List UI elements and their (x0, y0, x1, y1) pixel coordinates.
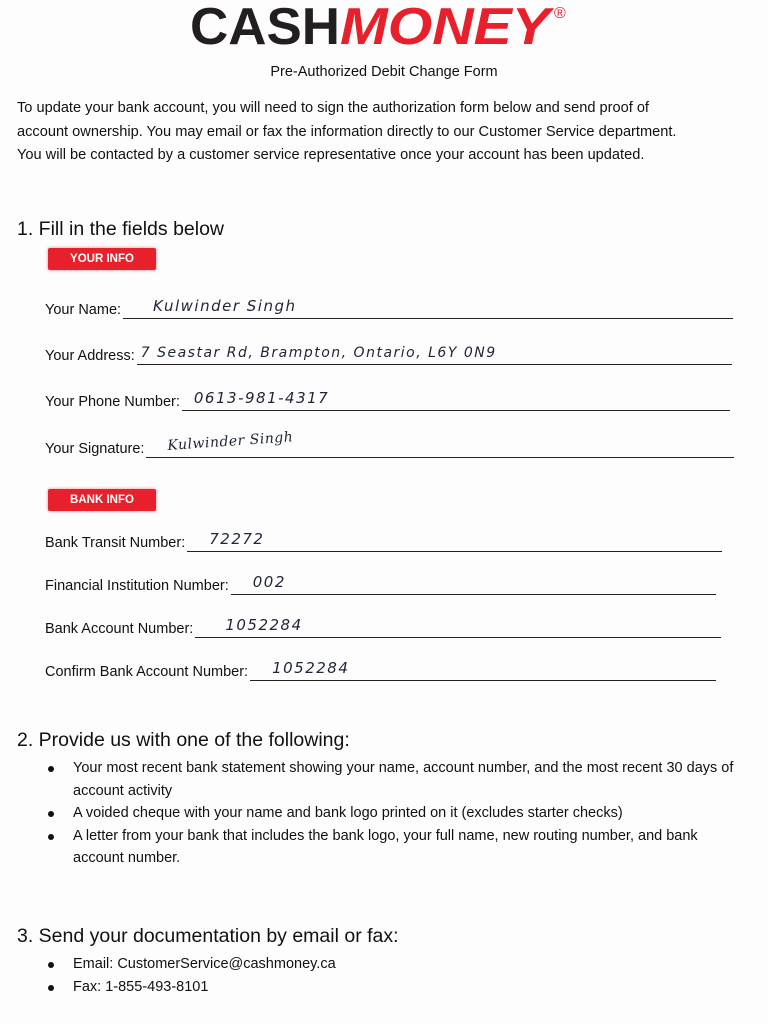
your-phone-label: Your Phone Number: (45, 394, 180, 410)
list-item: A letter from your bank that includes the bank logo, your full name, new routing number, and bank account number. (45, 825, 745, 870)
bank-account-value: 1052284 (225, 616, 303, 634)
confirm-account-row (45, 658, 716, 681)
bullet-icon (48, 962, 54, 968)
bank-account-label: Bank Account Number: (45, 621, 194, 637)
bullet-icon (48, 834, 54, 840)
email-text: Email: CustomerService@cashmoney.ca (73, 956, 336, 972)
bank-info-badge: BANK INFO (48, 489, 156, 511)
your-phone-row (45, 388, 730, 411)
your-phone-field[interactable] (182, 388, 730, 411)
section-2-heading: 2. Provide us with one of the following: (17, 729, 350, 751)
confirm-account-field[interactable] (250, 658, 716, 681)
your-address-value: 7 Seastar Rd, Brampton, Ontario, L6Y 0N9 (140, 345, 497, 361)
your-name-field[interactable] (123, 296, 733, 319)
bullet-icon (48, 985, 54, 991)
confirm-account-value: 1052284 (272, 659, 350, 677)
list-item: Your most recent bank statement showing your name, account number, and the most recent 30 days of account activity (45, 757, 745, 802)
confirm-account-label: Confirm Bank Account Number: (45, 664, 249, 680)
cashmoney-logo-graphic (190, 0, 575, 50)
financial-institution-value: 002 (252, 573, 286, 591)
section-3-heading: 3. Send your documentation by email or fax: (17, 925, 399, 947)
your-name-row (45, 296, 733, 319)
fax-text: Fax: 1-855-493-8101 (73, 978, 209, 995)
your-name-label: Your Name: (45, 302, 122, 318)
section-1-heading: 1. Fill in the fields below (17, 218, 225, 240)
bank-account-row (45, 615, 721, 638)
your-signature-field[interactable] (146, 429, 734, 458)
your-signature-value: Kulwinder Singh (167, 429, 295, 454)
bank-account-field[interactable] (195, 615, 721, 638)
bank-transit-field[interactable] (187, 529, 722, 552)
your-name-value: Kulwinder Singh (153, 297, 297, 315)
form-title: Pre-Authorized Debit Change Form (270, 64, 498, 80)
your-address-field[interactable] (137, 342, 732, 365)
cashmoney-logo (190, 0, 575, 48)
section-2-list (45, 757, 745, 870)
intro-line: You will be contacted by a customer service representative once your account has been updated. (17, 147, 645, 163)
your-signature-label: Your Signature: (45, 441, 145, 457)
your-address-row (45, 342, 732, 365)
bank-transit-value: 72272 (209, 530, 265, 548)
bullet-icon (48, 811, 54, 817)
intro-paragraph (17, 97, 752, 168)
your-info-badge: YOUR INFO (48, 248, 156, 270)
your-signature-row (45, 429, 734, 458)
registered-mark: ® (554, 5, 566, 22)
list-item (45, 976, 745, 999)
bullet-icon (48, 766, 54, 772)
logo-cash-text: CASH (190, 0, 340, 50)
financial-institution-label: Financial Institution Number: (45, 578, 229, 594)
financial-institution-row (45, 572, 716, 595)
your-address-label: Your Address: (45, 348, 135, 364)
intro-line: To update your bank account, you will need to sign the authorization form below and send proof of (17, 100, 649, 116)
list-item: A voided cheque with your name and bank logo printed on it (excludes starter checks) (45, 802, 745, 825)
section-3-list (45, 953, 745, 998)
bank-transit-label: Bank Transit Number: (45, 535, 186, 551)
your-phone-value: 0613-981-4317 (193, 389, 330, 407)
bank-transit-row (45, 529, 722, 552)
financial-institution-field[interactable] (231, 572, 716, 595)
list-item (45, 953, 745, 976)
intro-line: account ownership. You may email or fax the information directly to our Customer Service department. (17, 123, 677, 140)
logo-money-text: MONEY (340, 0, 555, 50)
